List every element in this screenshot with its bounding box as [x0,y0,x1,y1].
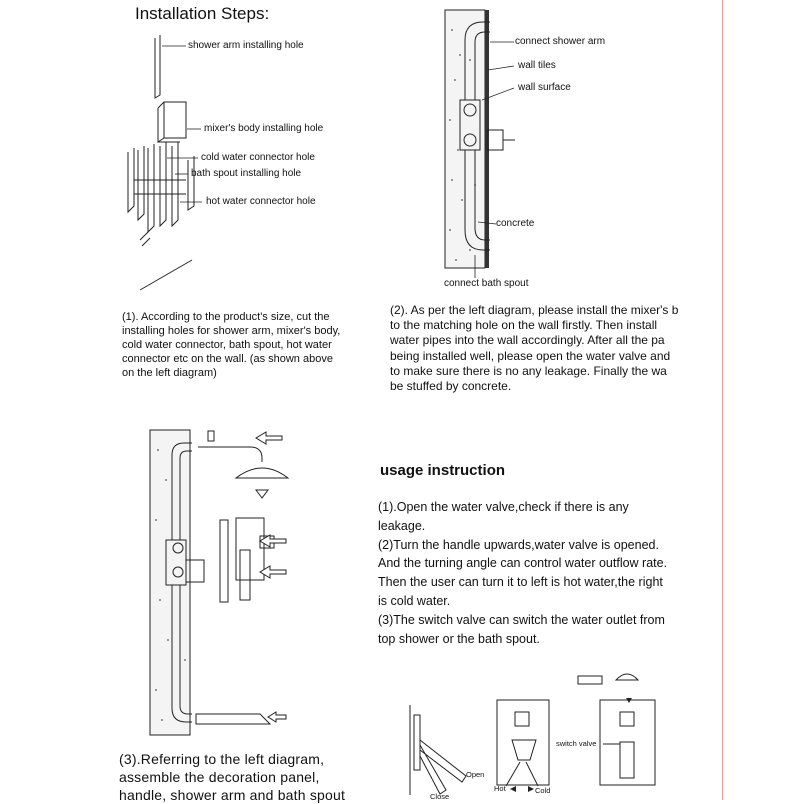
step3-line: handle, shower arm and bath spout [119,787,346,803]
label-close: Close [430,792,450,801]
step3-line: assemble the decoration panel, [119,769,320,785]
label-hot-water-hole: hot water connector hole [206,196,316,207]
usage-line: Then the user can turn it to left is hot water,the right [378,575,663,590]
label-mixer-body-hole: mixer's body installing hole [204,123,324,134]
label-switch-valve: switch valve [556,739,597,748]
label-wall-surface: wall surface [518,82,571,93]
step2-line: (2). As per the left diagram, please install the mixer's b [390,303,679,317]
label-hot: Hot [494,784,506,793]
usage-line: is cold water. [378,593,451,608]
step1-line: cold water connector, bath spout, hot water [122,339,332,351]
usage-line: And the turning angle can control water outflow rate. [378,556,668,571]
step2-line: be stuffed by concrete. [390,379,512,394]
step2-line: being installed well, please open the water valve and [390,348,671,363]
label-wall-tiles: wall tiles [518,60,556,71]
step2-line: to make sure there is no any leakage. Finally the wa [390,363,667,378]
usage-title: usage instruction [380,462,506,479]
step1-line: installing holes for shower arm, mixer's body, [122,325,341,337]
label-open: Open [466,770,485,779]
step2-line: water pipes into the wall accordingly. After all the pa [390,333,665,348]
label-concrete: concrete [496,218,535,229]
step2-line: to the matching hole on the wall firstly. Then install [390,318,658,333]
step1-line: on the left diagram) [122,367,217,379]
usage-line: (1).Open the water valve,check if there is any [378,500,629,514]
label-cold: Cold [535,786,551,795]
step1-line: (1). According to the product's size, cut the [122,311,330,323]
label-cold-water-hole: cold water connector hole [201,152,315,163]
usage-line: (3)The switch valve can switch the water outlet from [378,612,665,627]
usage-line: (2)Turn the handle upwards,water valve is opened. [378,537,659,552]
label-shower-arm-hole: shower arm installing hole [188,40,304,51]
label-connect-bath-spout: connect bath spout [444,278,529,289]
label-connect-shower-arm: connect shower arm [515,36,606,47]
usage-line: top shower or the bath spout. [378,631,540,646]
usage-line: leakage. [378,518,426,533]
step3-line: (3).Referring to the left diagram, [119,751,325,767]
label-bath-spout-hole: bath spout installing hole [191,168,302,179]
step1-line: connector etc on the wall. (as shown above [122,353,333,365]
page-title: Installation Steps: [135,4,270,23]
